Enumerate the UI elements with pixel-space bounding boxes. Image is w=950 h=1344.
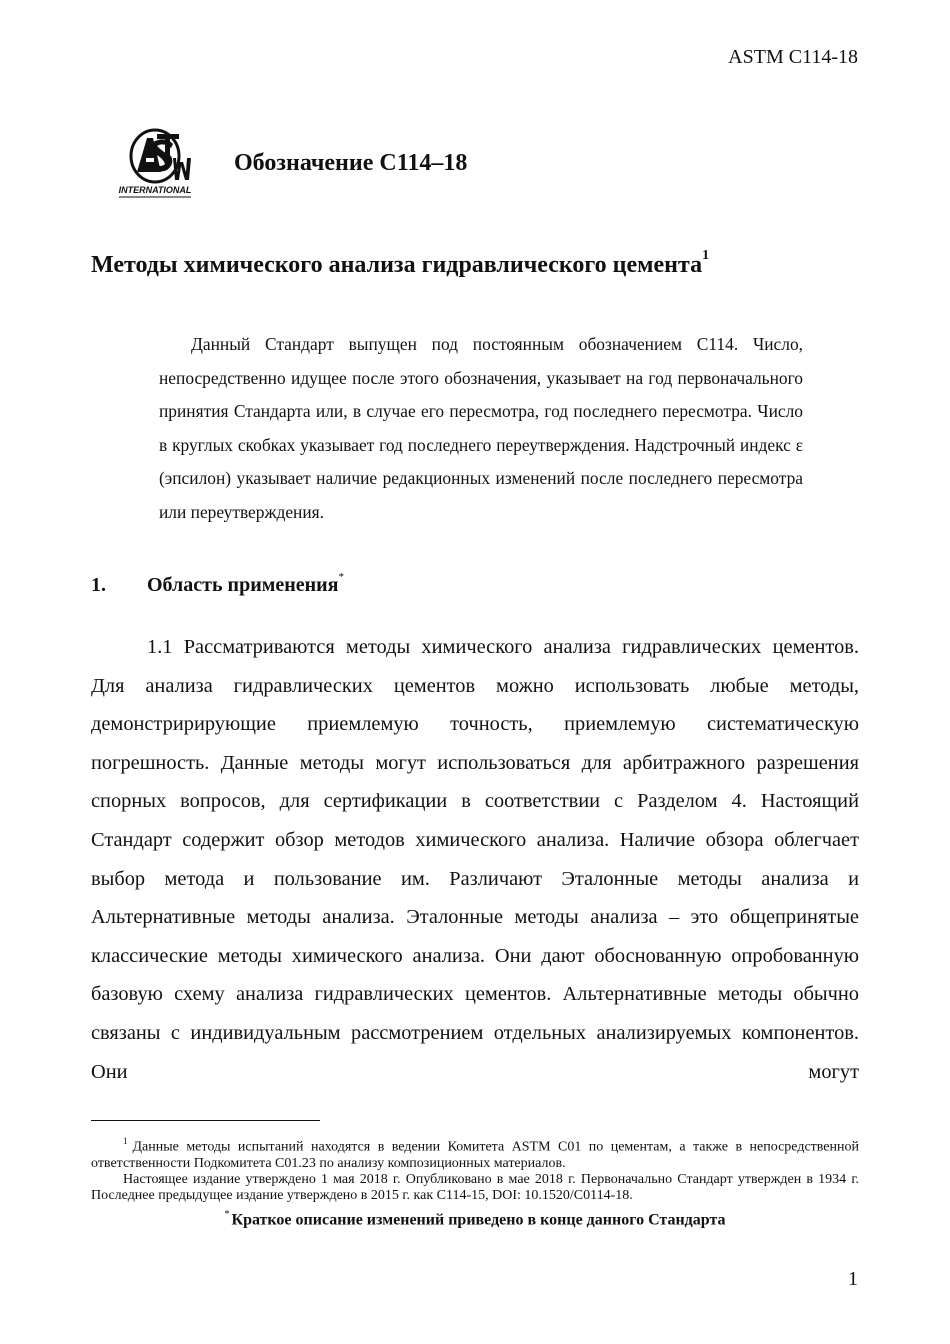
footnote-1-mark: 1 xyxy=(123,1136,128,1146)
astm-international-logo-icon xyxy=(113,128,197,200)
title-footnote-ref: 1 xyxy=(702,248,710,263)
preamble-paragraph: Данный Стандарт выпущен под постоянным обозначением C114. Число, непосредственно идущее после этого обозначения, указывает на год первоначального принятия Стандарта или, в случае его пересмотра, год последнего пересмотра. Число в круглых скобках указывает год последнего переутверждения. Надстрочный индекс ε (эпсилон) указывает наличие редакционных изменений после последнего пересмотра или переутверждения. xyxy=(159,334,803,522)
footnotes xyxy=(91,1134,859,1230)
standard-code-header: ASTM C114-18 xyxy=(728,46,858,68)
page-number: 1 xyxy=(848,1268,858,1290)
section-1-heading xyxy=(91,571,344,597)
footnote-star xyxy=(91,1206,859,1230)
section-title: Область применения xyxy=(147,574,339,596)
footnote-1-edition: Настоящее издание утверждено 1 мая 2018 г. Опубликовано в мае 2018 г. Первоначально Стандарт утвержден в 1934 г. Последнее предыдущее издание утверждено в 2015 г. как C114-15, DOI: 10.1520/C0114-18. xyxy=(91,1171,859,1203)
astm-logo xyxy=(113,128,197,200)
footnote-1 xyxy=(91,1134,859,1172)
paragraph-1-1: 1.1 Рассматриваются методы химического анализа гидравлических цементов. Для анализа гидравлических цементов можно использовать любые методы, демонстририрующие приемлемую точность, приемлемую систематическую погрешность. Данные методы могут использоваться для арбитражного разрешения спорных вопросов, для сертификации в соответствии с Разделом 4. Настоящий Стандарт содержит обзор методов химического анализа. Наличие обзора облегчает выбор метода и пользование им. Различают Эталонные методы анализа и Альтернативные методы анализа. Эталонные методы анализа – это общепринятые классические методы химического анализа. Они дают обоснованную опробованную базовую схему анализа гидравлических цементов. Альтернативные методы обычно связаны с индивидуальным рассмотрением отдельных анализируемых компонентов. Они могут xyxy=(91,636,859,1083)
footnote-star-text: Краткое описание изменений приведено в конце данного Стандарта xyxy=(231,1210,726,1228)
footnote-1-text: Данные методы испытаний находятся в ведении Комитета ASTM C01 по цементам, а также в непосредственной ответственности Подкомитета C01.23 по анализу композиционных материалов. xyxy=(91,1139,859,1171)
logo-wordmark: INTERNATIONAL xyxy=(118,185,192,195)
section-number: 1. xyxy=(91,574,106,596)
designation-heading: Обозначение C114–18 xyxy=(234,150,468,176)
footnote-star-mark: * xyxy=(224,1208,230,1220)
footnote-divider xyxy=(91,1120,320,1121)
section-heading-mark: * xyxy=(338,571,344,584)
document-title-text: Методы химического анализа гидравлического цемента xyxy=(91,252,703,278)
document-title xyxy=(91,248,710,279)
